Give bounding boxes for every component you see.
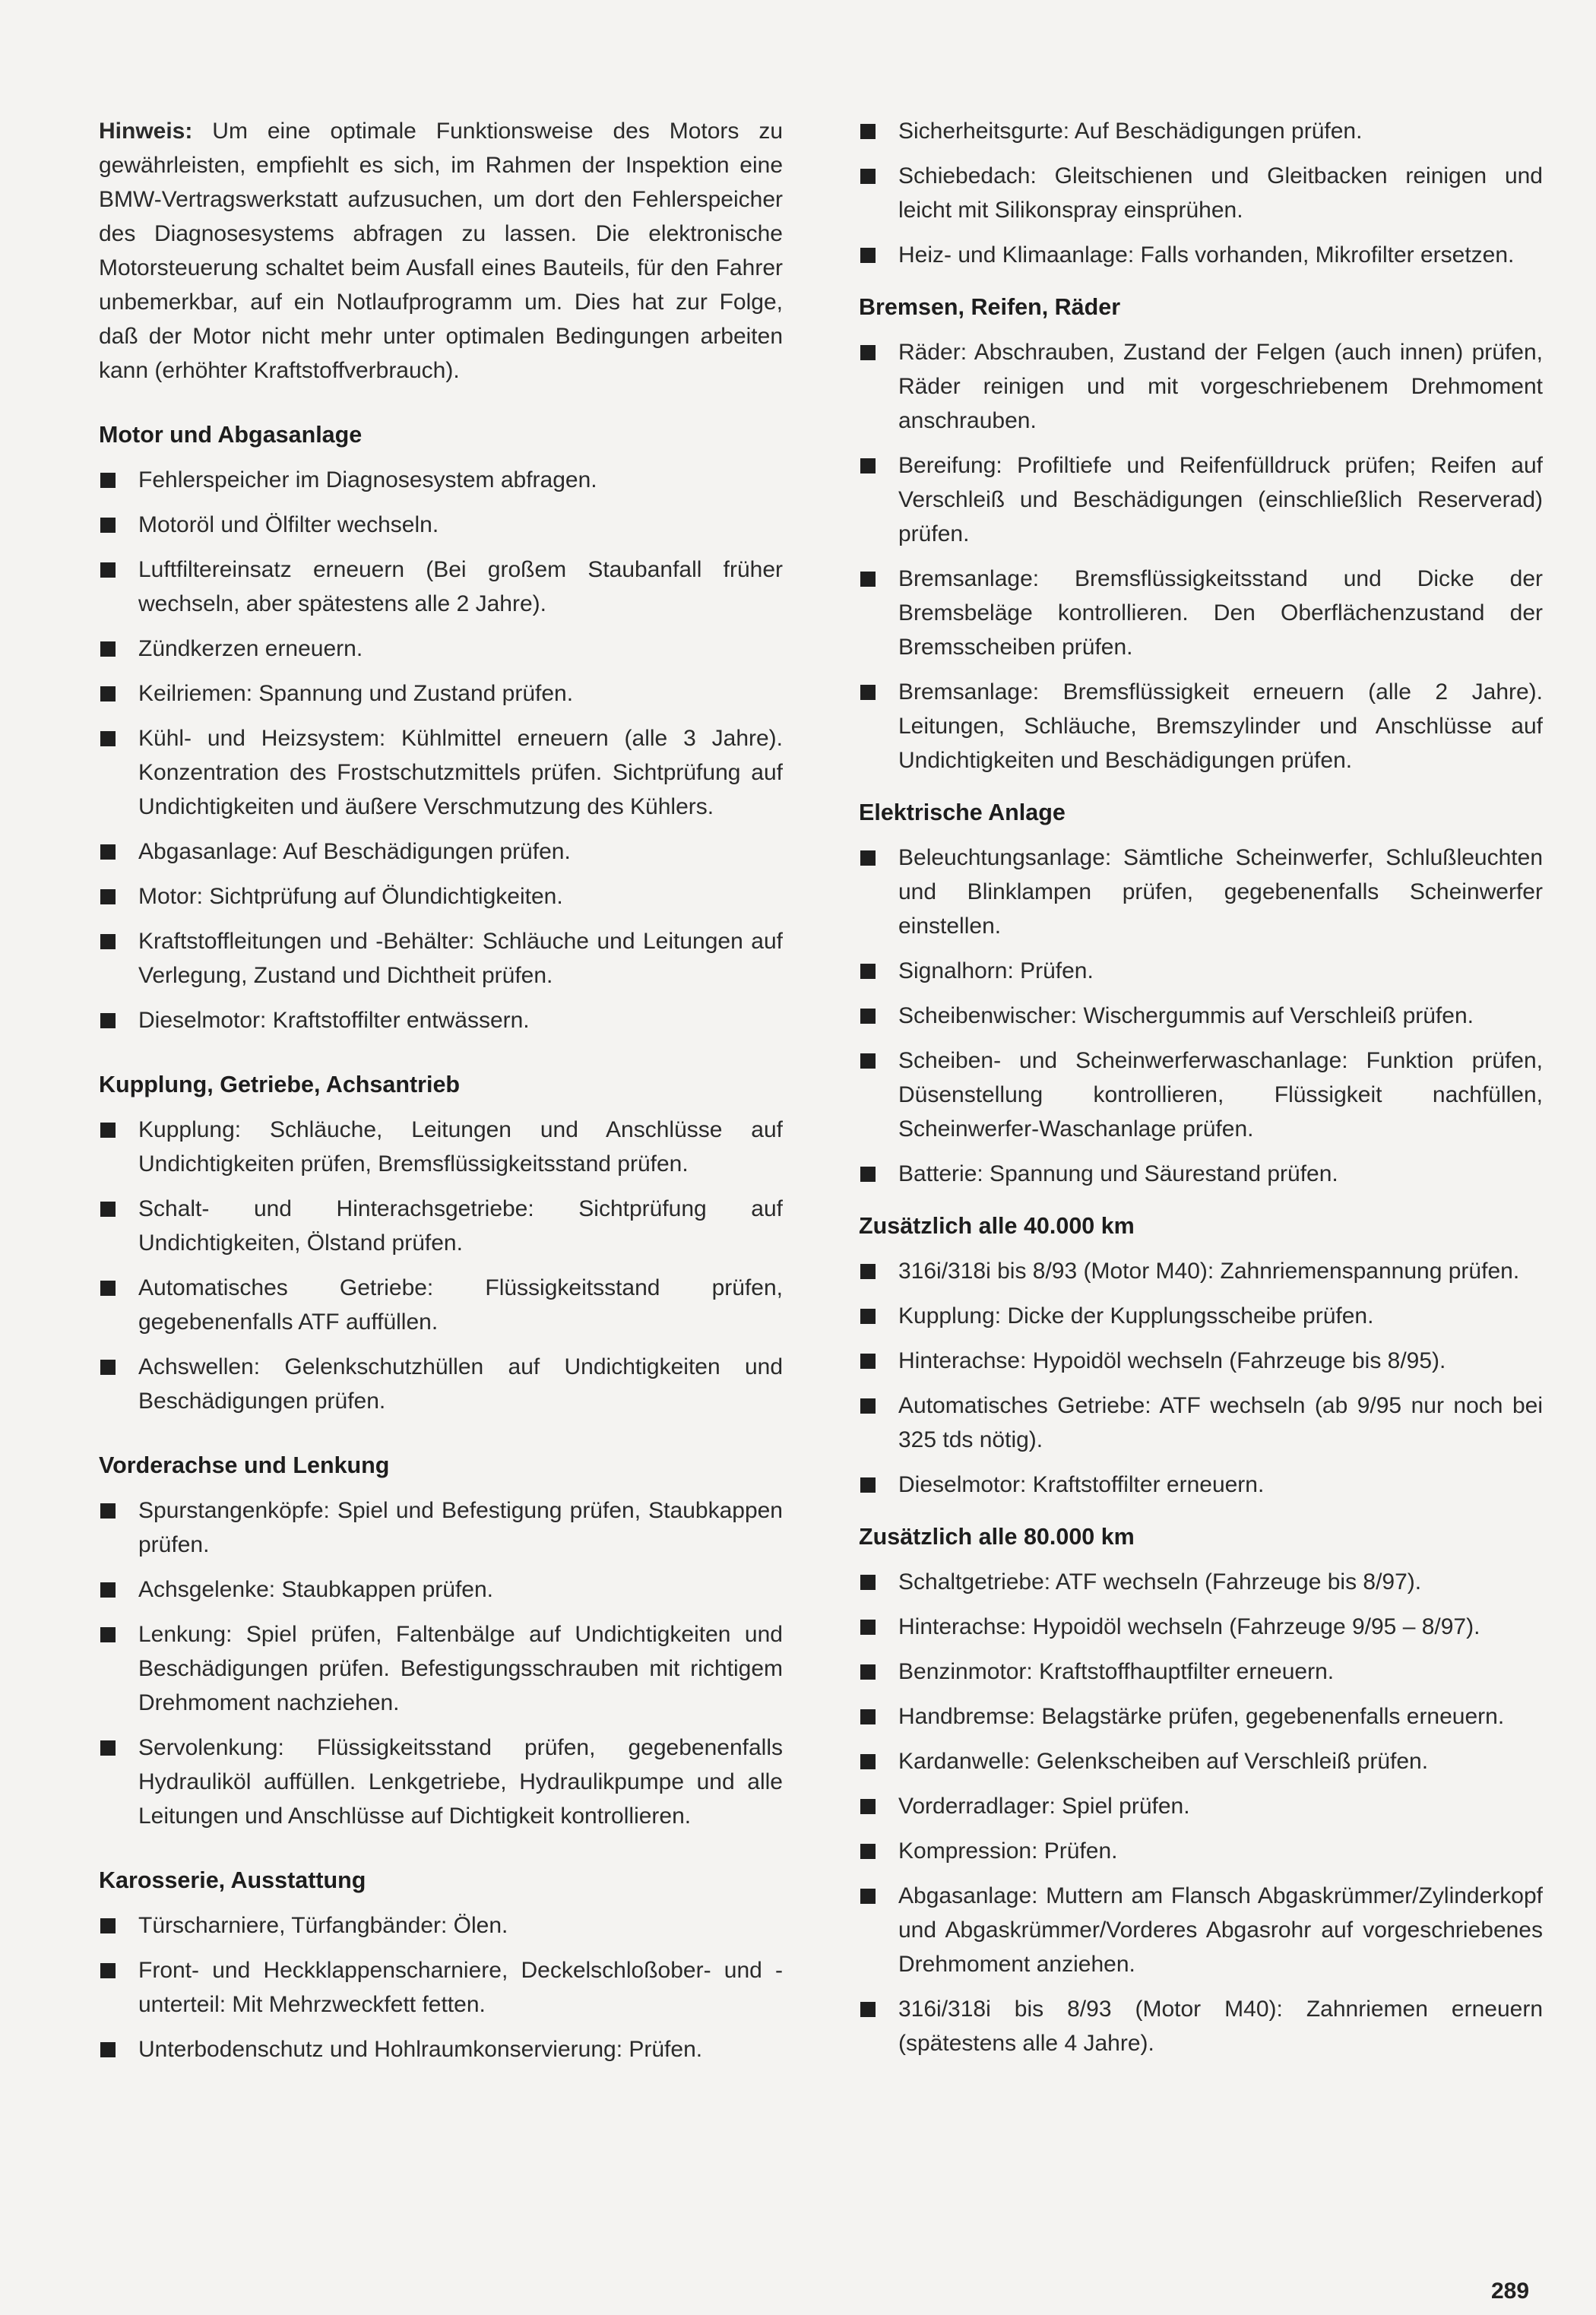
checklist-item [99, 1003, 783, 1037]
square-bullet-icon [100, 844, 116, 860]
checklist-item [859, 1468, 1543, 1502]
checklist-item [859, 1043, 1543, 1146]
checklist-item [859, 1299, 1543, 1333]
section-continued [859, 114, 1543, 272]
checklist-item [99, 721, 783, 824]
checklist-item-text: Dieselmotor: Kraftstoffilter erneuern. [898, 1472, 1265, 1497]
page-number: 289 [1491, 2279, 1530, 2304]
checklist-item-text: Abgasanlage: Auf Beschädigungen prüfen. [138, 839, 571, 864]
checklist [99, 1908, 783, 2066]
checklist-item [859, 954, 1543, 988]
checklist-item [99, 508, 783, 542]
section-heading: Bremsen, Reifen, Räder [859, 294, 1121, 320]
checklist-item-text: 316i/318i bis 8/93 (Motor M40): Zahnriemenspannung prüfen. [898, 1259, 1520, 1284]
square-bullet-icon [860, 1664, 876, 1680]
section-heading: Karosserie, Ausstattung [99, 1867, 366, 1893]
checklist-item [99, 463, 783, 497]
square-bullet-icon [860, 2002, 876, 2017]
section-heading: Motor und Abgasanlage [99, 422, 363, 448]
checklist-item-text: Batterie: Spannung und Säurestand prüfen. [898, 1161, 1338, 1186]
checklist-item-text: Front- und Heckklappenscharniere, Deckelschloßober- und -unterteil: Mit Mehrzweckfett fetten. [138, 1958, 783, 2017]
checklist-item-text: Kardanwelle: Gelenkscheiben auf Verschleiß prüfen. [898, 1749, 1429, 1774]
checklist-item-text: Motoröl und Ölfilter wechseln. [138, 512, 439, 537]
square-bullet-icon [100, 1918, 116, 1933]
section-elektrische-anlage [859, 796, 1543, 1191]
section-heading: Zusätzlich alle 80.000 km [859, 1524, 1135, 1550]
checklist-item-text: Zündkerzen erneuern. [138, 636, 363, 661]
checklist-item-text: Kompression: Prüfen. [898, 1838, 1118, 1864]
checklist-item-text: Bremsanlage: Bremsflüssigkeit erneuern (alle 2 Jahre). Leitungen, Schläuche, Bremszylinder und Anschlüsse auf Undichtigkeiten und Beschädigungen prüfen. [898, 679, 1543, 773]
checklist-item-text: Abgasanlage: Muttern am Flansch Abgaskrümmer/Zylinderkopf und Abgaskrümmer/Vorderes Abgasrohr auf vorgeschriebenes Drehmoment anziehen. [898, 1883, 1543, 1977]
checklist-item [859, 1254, 1543, 1288]
section-vorderachse-und-lenkung [99, 1449, 783, 1833]
checklist-item [859, 1157, 1543, 1191]
square-bullet-icon [100, 1503, 116, 1519]
section-kupplung-getriebe-achsantrieb [99, 1068, 783, 1418]
checklist-item-text: Hinterachse: Hypoidöl wechseln (Fahrzeuge 9/95 – 8/97). [898, 1614, 1480, 1639]
checklist-item [99, 879, 783, 914]
checklist-item-text: Kupplung: Dicke der Kupplungsscheibe prüfen. [898, 1303, 1374, 1329]
checklist-item [859, 1789, 1543, 1823]
square-bullet-icon [100, 1582, 116, 1598]
square-bullet-icon [860, 685, 876, 700]
checklist-item [859, 159, 1543, 227]
section-heading: Kupplung, Getriebe, Achsantrieb [99, 1072, 461, 1097]
checklist [859, 1254, 1543, 1502]
checklist-item-text: Motor: Sichtprüfung auf Ölundichtigkeiten. [138, 884, 563, 909]
checklist-item [859, 1344, 1543, 1378]
checklist-item [99, 1192, 783, 1260]
left-column [99, 114, 783, 2077]
square-bullet-icon [100, 889, 116, 904]
square-bullet-icon [860, 1167, 876, 1182]
checklist-item [859, 114, 1543, 148]
checklist [99, 463, 783, 1037]
checklist-item [99, 1731, 783, 1833]
square-bullet-icon [860, 1620, 876, 1635]
square-bullet-icon [860, 572, 876, 587]
checklist-item-text: Schaltgetriebe: ATF wechseln (Fahrzeuge bis 8/97). [898, 1569, 1422, 1595]
checklist-item [859, 999, 1543, 1033]
square-bullet-icon [100, 1202, 116, 1217]
checklist-item [859, 1699, 1543, 1734]
checklist-item [99, 1493, 783, 1562]
square-bullet-icon [860, 1309, 876, 1324]
square-bullet-icon [860, 248, 876, 263]
checklist-item-text: Bereifung: Profiltiefe und Reifenfülldruck prüfen; Reifen auf Verschleiß und Beschädigungen (einschließlich Reserverad) prüfen. [898, 453, 1543, 546]
checklist-item [99, 553, 783, 621]
checklist [859, 1565, 1543, 2060]
square-bullet-icon [860, 124, 876, 139]
square-bullet-icon [100, 686, 116, 701]
checklist-item-text: Lenkung: Spiel prüfen, Faltenbälge auf Undichtigkeiten und Beschädigungen prüfen. Befestigungsschrauben mit richtigem Drehmoment nachziehen. [138, 1622, 783, 1715]
checklist-item-text: Sicherheitsgurte: Auf Beschädigungen prüfen. [898, 119, 1363, 144]
intro-note [99, 114, 783, 388]
checklist-item-text: Automatisches Getriebe: Flüssigkeitsstand prüfen, gegebenenfalls ATF auffüllen. [138, 1275, 783, 1335]
checklist-item [859, 562, 1543, 664]
square-bullet-icon [860, 1264, 876, 1279]
checklist-item-text: Türscharniere, Türfangbänder: Ölen. [138, 1913, 508, 1938]
square-bullet-icon [860, 1754, 876, 1769]
checklist-item-text: Servolenkung: Flüssigkeitsstand prüfen, gegebenenfalls Hydrauliköl auffüllen. Lenkgetriebe, Hydraulikpumpe und alle Leitungen und Anschlüsse auf Dichtigkeit kontrollieren. [138, 1735, 783, 1829]
checklist-item [859, 1655, 1543, 1689]
section-motor-und-abgasanlage [99, 418, 783, 1037]
checklist-item [859, 675, 1543, 777]
square-bullet-icon [860, 1889, 876, 1904]
checklist-item [859, 1565, 1543, 1599]
checklist-item [99, 1572, 783, 1607]
checklist-item-text: Scheiben- und Scheinwerferwaschanlage: Funktion prüfen, Düsenstellung kontrollieren, Flüssigkeit nachfüllen, Scheinwerfer-Waschanlage prüfen. [898, 1048, 1543, 1142]
checklist-item-text: Hinterachse: Hypoidöl wechseln (Fahrzeuge bis 8/95). [898, 1348, 1446, 1373]
square-bullet-icon [860, 1398, 876, 1414]
section-bremsen-reifen-r-der [859, 290, 1543, 777]
checklist-item-text: Kraftstoffleitungen und -Behälter: Schläuche und Leitungen auf Verlegung, Zustand und Dichtheit prüfen. [138, 929, 783, 988]
checklist-item [99, 676, 783, 711]
square-bullet-icon [860, 1477, 876, 1493]
square-bullet-icon [100, 2042, 116, 2057]
checklist [859, 335, 1543, 777]
square-bullet-icon [100, 1013, 116, 1028]
checklist-item-text: Vorderradlager: Spiel prüfen. [898, 1794, 1190, 1819]
checklist-item [859, 1834, 1543, 1868]
checklist-item-text: Spurstangenköpfe: Spiel und Befestigung prüfen, Staubkappen prüfen. [138, 1498, 783, 1557]
square-bullet-icon [100, 1740, 116, 1756]
square-bullet-icon [100, 641, 116, 657]
intro-text: Um eine optimale Funktionsweise des Motors zu gewährleisten, empfiehlt es sich, im Rahmen der Inspektion eine BMW-Vertragswerkstatt aufzusuchen, um dort den Fehlerspeicher des Diagnosesystems abfragen zu lassen. Die elektronische Motorsteuerung schaltet beim Ausfall eines Bauteils, für den Fahrer unbemerkbar, auf ein Notlaufprogramm um. Dies hat zur Folge, daß der Motor nicht mehr unter optimalen Bedingungen arbeiten kann (erhöhter Kraftstoffverbrauch). [99, 119, 784, 383]
checklist [859, 114, 1543, 272]
checklist-item-text: Bremsanlage: Bremsflüssigkeitsstand und Dicke der Bremsbeläge kontrollieren. Den Oberflächenzustand der Bremsscheiben prüfen. [898, 566, 1543, 660]
checklist-item [99, 1908, 783, 1943]
checklist-item-text: Beleuchtungsanlage: Sämtliche Scheinwerfer, Schlußleuchten und Blinklampen prüfen, gegebenenfalls Scheinwerfer einstellen. [898, 845, 1543, 939]
checklist-item [99, 1617, 783, 1720]
checklist-item-text: Räder: Abschrauben, Zustand der Felgen (auch innen) prüfen, Räder reinigen und mit vorgeschriebenem Drehmoment anschrauben. [898, 340, 1543, 433]
checklist-item-text: Schalt- und Hinterachsgetriebe: Sichtprüfung auf Undichtigkeiten, Ölstand prüfen. [138, 1196, 783, 1256]
checklist-item [859, 448, 1543, 551]
checklist-item-text: Keilriemen: Spannung und Zustand prüfen. [138, 681, 574, 706]
checklist-item [859, 841, 1543, 943]
checklist-item-text: Schiebedach: Gleitschienen und Gleitbacken reinigen und leicht mit Silikonspray einsprühen. [898, 163, 1543, 223]
square-bullet-icon [860, 1844, 876, 1859]
checklist-item [99, 632, 783, 666]
checklist-item-text: Scheibenwischer: Wischergummis auf Verschleiß prüfen. [898, 1003, 1474, 1028]
square-bullet-icon [100, 934, 116, 949]
checklist-item [99, 1113, 783, 1181]
square-bullet-icon [860, 1053, 876, 1069]
checklist-item-text: Dieselmotor: Kraftstoffilter entwässern. [138, 1008, 530, 1033]
square-bullet-icon [860, 1354, 876, 1369]
checklist-item [859, 1389, 1543, 1457]
square-bullet-icon [100, 1123, 116, 1138]
checklist-item [859, 1610, 1543, 1644]
square-bullet-icon [860, 1709, 876, 1724]
checklist-item [99, 924, 783, 993]
section-heading: Elektrische Anlage [859, 800, 1066, 825]
checklist [99, 1113, 783, 1418]
checklist-item-text: Automatisches Getriebe: ATF wechseln (ab 9/95 nur noch bei 325 tds nötig). [898, 1393, 1543, 1452]
checklist-item-text: Achswellen: Gelenkschutzhüllen auf Undichtigkeiten und Beschädigungen prüfen. [138, 1354, 783, 1414]
checklist-item [859, 1879, 1543, 1981]
square-bullet-icon [100, 518, 116, 533]
checklist-item [99, 834, 783, 869]
section-heading: Zusätzlich alle 40.000 km [859, 1213, 1135, 1239]
section-zus-tzlich-alle-80-000-km [859, 1520, 1543, 2060]
square-bullet-icon [860, 850, 876, 866]
square-bullet-icon [100, 1360, 116, 1375]
checklist-item [99, 1271, 783, 1339]
checklist-item [859, 1992, 1543, 2060]
square-bullet-icon [100, 473, 116, 488]
square-bullet-icon [860, 169, 876, 184]
section-heading: Vorderachse und Lenkung [99, 1452, 390, 1478]
right-column [859, 114, 1543, 2071]
intro-label: Hinweis: [99, 119, 193, 144]
square-bullet-icon [860, 1575, 876, 1590]
checklist-item-text: Achsgelenke: Staubkappen prüfen. [138, 1577, 494, 1602]
square-bullet-icon [100, 731, 116, 746]
square-bullet-icon [860, 458, 876, 473]
checklist-item-text: Heiz- und Klimaanlage: Falls vorhanden, Mikrofilter ersetzen. [898, 242, 1515, 268]
checklist-item [859, 1744, 1543, 1778]
section-zus-tzlich-alle-40-000-km [859, 1209, 1543, 1502]
checklist-item-text: Signalhorn: Prüfen. [898, 958, 1094, 983]
checklist-item [99, 1953, 783, 2022]
checklist-item-text: Kupplung: Schläuche, Leitungen und Anschlüsse auf Undichtigkeiten prüfen, Bremsflüssigkeitsstand prüfen. [138, 1117, 783, 1177]
checklist-item [859, 335, 1543, 438]
square-bullet-icon [100, 1281, 116, 1296]
checklist-item-text: Kühl- und Heizsystem: Kühlmittel erneuern (alle 3 Jahre). Konzentration des Frostschutzmittels prüfen. Sichtprüfung auf Undichtigkeiten und äußere Verschmutzung des Kühlers. [138, 726, 783, 819]
square-bullet-icon [100, 1963, 116, 1978]
checklist [99, 1493, 783, 1833]
checklist-item-text: 316i/318i bis 8/93 (Motor M40): Zahnriemen erneuern (spätestens alle 4 Jahre). [898, 1997, 1543, 2056]
square-bullet-icon [860, 1009, 876, 1024]
right-sections [859, 114, 1543, 2060]
square-bullet-icon [860, 1799, 876, 1814]
checklist-item-text: Unterbodenschutz und Hohlraumkonservierung: Prüfen. [138, 2037, 703, 2062]
checklist-item [99, 1350, 783, 1418]
section-karosserie-ausstattung [99, 1864, 783, 2066]
checklist-item-text: Benzinmotor: Kraftstoffhauptfilter erneuern. [898, 1659, 1335, 1684]
checklist [859, 841, 1543, 1191]
square-bullet-icon [100, 562, 116, 578]
checklist-item-text: Handbremse: Belagstärke prüfen, gegebenenfalls erneuern. [898, 1704, 1505, 1729]
square-bullet-icon [860, 964, 876, 979]
checklist-item-text: Fehlerspeicher im Diagnosesystem abfragen. [138, 467, 597, 492]
checklist-item [99, 2032, 783, 2066]
square-bullet-icon [100, 1627, 116, 1642]
left-sections [99, 418, 783, 2066]
checklist-item [859, 238, 1543, 272]
checklist-item-text: Luftfiltereinsatz erneuern (Bei großem Staubanfall früher wechseln, aber spätestens alle 2 Jahre). [138, 557, 783, 616]
square-bullet-icon [860, 345, 876, 360]
